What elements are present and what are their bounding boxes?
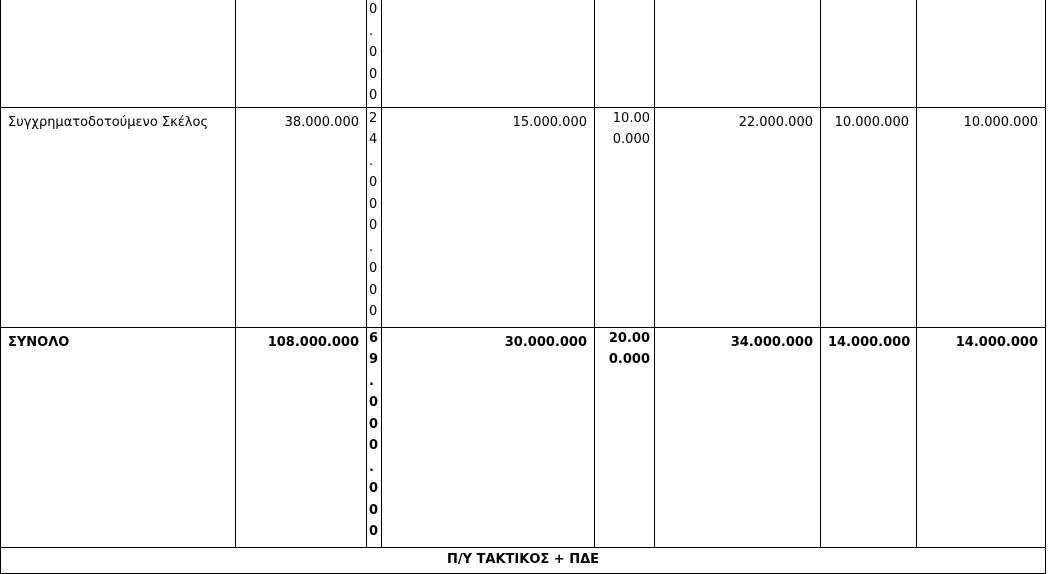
cell-narrow (367, 0, 382, 107)
row-label (1, 0, 236, 107)
wrapped-char: 0 (369, 2, 378, 17)
cell-value: 10.000.000 (595, 107, 655, 327)
wrapped-char: . (369, 153, 374, 169)
cell-narrow (367, 327, 382, 547)
footer-title: Π/Υ ΤΑΚΤΙΚΟΣ + ΠΔΕ (1, 547, 1046, 573)
wrapped-char: . (369, 459, 374, 475)
wrapped-char: 0 (369, 416, 379, 432)
wrapped-char: . (369, 373, 374, 389)
cell-value: 30.000.000 (382, 327, 595, 547)
cell-value: 14.000.000 (917, 327, 1046, 547)
wrapped-char: 4 (369, 132, 378, 147)
wrapped-char: 0 (369, 261, 378, 276)
cell-value (821, 0, 917, 107)
wrapped-char: 9 (369, 352, 379, 367)
wrapped-char: 0 (369, 66, 378, 82)
cell-narrow (367, 107, 382, 327)
wrapped-char: 6 (369, 330, 379, 346)
wrapped-char: 0 (369, 45, 378, 60)
cell-value: 14.000.000 (821, 327, 917, 547)
wrapped-char: 2 (369, 110, 378, 126)
table-row-total (1, 327, 1046, 547)
wrapped-char: 0 (369, 481, 379, 496)
wrapped-char: 0 (369, 502, 379, 518)
table-footer-row (1, 547, 1046, 573)
cell-value (382, 0, 595, 107)
cell-value (917, 0, 1046, 107)
cell-value: 22.000.000 (655, 107, 821, 327)
cell-value (655, 0, 821, 107)
wrapped-char: 0 (369, 175, 378, 190)
cell-value (595, 0, 655, 107)
wrapped-char: 0 (369, 88, 378, 103)
cell-value: 34.000.000 (655, 327, 821, 547)
wrapped-char: 0 (369, 196, 378, 212)
cell-value: 10.000.000 (917, 107, 1046, 327)
cell-value: 10.000.000 (821, 107, 917, 327)
cell-total: 108.000.000 (236, 327, 367, 547)
row-label: Συγχρηματοδοτούμενο Σκέλος (1, 107, 236, 327)
wrapped-char: 0 (369, 438, 379, 453)
cell-total: 38.000.000 (236, 107, 367, 327)
wrapped-char: . (369, 239, 374, 255)
wrapped-char: . (369, 23, 374, 39)
wrapped-char: 0 (369, 304, 378, 319)
cell-value: 20.000.000 (595, 327, 655, 547)
table-row (1, 0, 1046, 107)
wrapped-char: 0 (369, 395, 379, 410)
cell-total (236, 0, 367, 107)
cell-value: 15.000.000 (382, 107, 595, 327)
wrapped-char: 0 (369, 524, 379, 539)
row-label: ΣΥΝΟΛΟ (1, 327, 236, 547)
wrapped-char: 0 (369, 218, 378, 233)
wrapped-char: 0 (369, 282, 378, 298)
table-row (1, 107, 1046, 327)
